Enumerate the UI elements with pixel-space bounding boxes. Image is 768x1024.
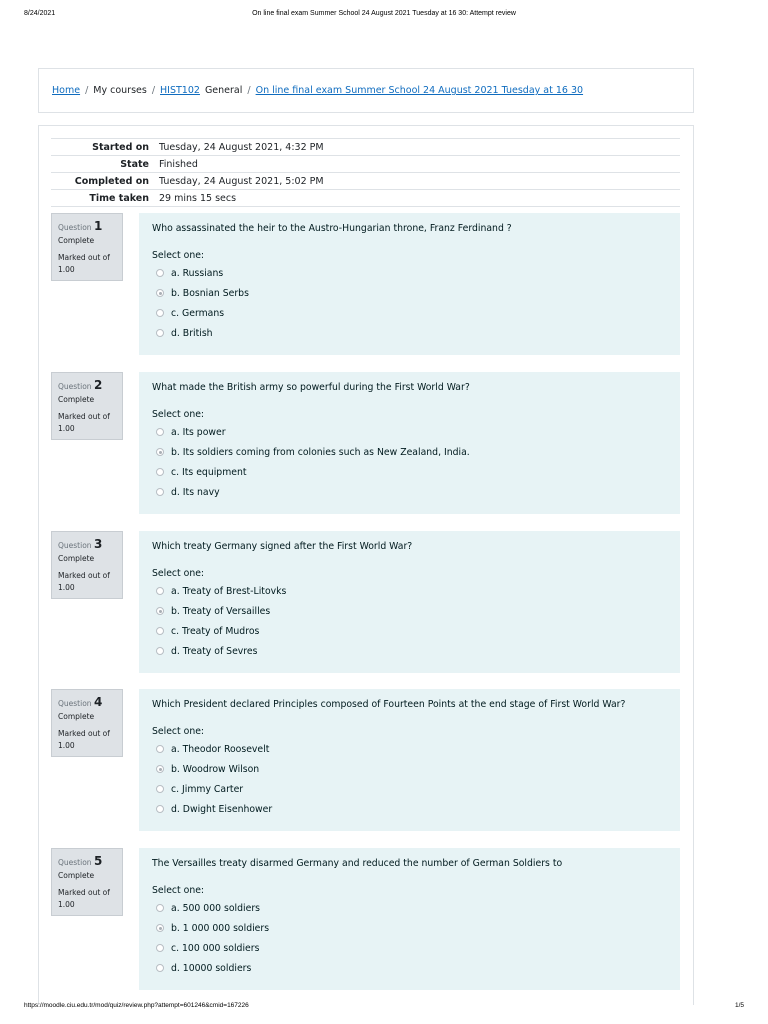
- summary-value: 29 mins 15 secs: [159, 192, 237, 204]
- breadcrumb-card: [38, 68, 694, 113]
- question-prompt: Select one:: [152, 885, 205, 896]
- answer-option[interactable]: c. 100 000 soldiers: [152, 938, 667, 958]
- answer-option[interactable]: d. 10000 soldiers: [152, 958, 667, 978]
- radio-button-selected[interactable]: [156, 924, 164, 932]
- question-grade: Marked out of 1.00: [58, 253, 110, 274]
- question-2: [51, 372, 680, 514]
- breadcrumb: [52, 85, 583, 96]
- question-state: Complete: [58, 871, 95, 880]
- question-text: Which treaty Germany signed after the First World War?: [152, 541, 413, 552]
- radio-button[interactable]: [156, 468, 164, 476]
- question-text: The Versailles treaty disarmed Germany and reduced the number of German Soldiers to: [152, 858, 563, 869]
- question-grade: Marked out of 1.00: [58, 571, 110, 592]
- question-state: Complete: [58, 712, 95, 721]
- summary-label: State: [120, 158, 149, 170]
- answer-list: [152, 263, 667, 343]
- breadcrumb-separator: /: [85, 85, 89, 96]
- question-state: Complete: [58, 554, 95, 563]
- question-grade: Marked out of 1.00: [58, 888, 110, 909]
- question-state: Complete: [58, 395, 95, 404]
- summary-row-time-taken: [51, 190, 680, 207]
- answer-option[interactable]: c. Germans: [152, 303, 667, 323]
- answer-list: [152, 739, 667, 819]
- question-prompt: Select one:: [152, 568, 205, 579]
- answer-option[interactable]: d. British: [152, 323, 667, 343]
- question-content: [139, 531, 680, 673]
- answer-option[interactable]: a. Treaty of Brest-Litovks: [152, 581, 667, 601]
- radio-button[interactable]: [156, 647, 164, 655]
- question-prompt: Select one:: [152, 726, 205, 737]
- radio-button-selected[interactable]: [156, 289, 164, 297]
- answer-option[interactable]: d. Dwight Eisenhower: [152, 799, 667, 819]
- answer-option[interactable]: b. Its soldiers coming from colonies such as New Zealand, India.: [152, 442, 667, 462]
- breadcrumb-separator: /: [151, 85, 156, 96]
- answer-option[interactable]: c. Jimmy Carter: [152, 779, 667, 799]
- answer-option[interactable]: c. Its equipment: [152, 462, 667, 482]
- breadcrumb-course-link[interactable]: HIST102: [160, 85, 200, 96]
- question-text: What made the British army so powerful during the First World War?: [152, 382, 470, 393]
- breadcrumb-section: General: [204, 85, 243, 96]
- answer-option[interactable]: b. 1 000 000 soldiers: [152, 918, 667, 938]
- breadcrumb-quiz-link[interactable]: On line final exam Summer School 24 August 2021 Tuesday at 16 30: [255, 85, 584, 96]
- question-number: Question 2: [58, 378, 103, 392]
- question-state: Complete: [58, 236, 95, 245]
- answer-option[interactable]: a. Theodor Roosevelt: [152, 739, 667, 759]
- question-prompt: Select one:: [152, 250, 205, 261]
- summary-row-state: [51, 156, 680, 173]
- attempt-summary-table: [51, 138, 680, 207]
- answer-option[interactable]: a. 500 000 soldiers: [152, 898, 667, 918]
- summary-value: Tuesday, 24 August 2021, 4:32 PM: [159, 141, 324, 153]
- radio-button[interactable]: [156, 785, 164, 793]
- question-number: Question 5: [58, 854, 103, 868]
- answer-option[interactable]: b. Bosnian Serbs: [152, 283, 667, 303]
- radio-button[interactable]: [156, 805, 164, 813]
- answer-option[interactable]: d. Treaty of Sevres: [152, 641, 667, 661]
- breadcrumb-my-courses: My courses: [93, 85, 147, 96]
- question-content: [139, 372, 680, 514]
- radio-button[interactable]: [156, 309, 164, 317]
- radio-button[interactable]: [156, 627, 164, 635]
- question-info: [51, 689, 123, 757]
- summary-row-completed: [51, 173, 680, 190]
- question-3: [51, 531, 680, 673]
- radio-button[interactable]: [156, 964, 164, 972]
- summary-value: Tuesday, 24 August 2021, 5:02 PM: [159, 175, 324, 187]
- answer-list: [152, 422, 667, 502]
- print-url: https://moodle.ciu.edu.tr/mod/quiz/review.php?attempt=601246&cmid=167226: [24, 1002, 249, 1009]
- question-info: [51, 848, 123, 916]
- answer-list: [152, 898, 667, 978]
- breadcrumb-separator: /: [247, 85, 251, 96]
- answer-option[interactable]: b. Treaty of Versailles: [152, 601, 667, 621]
- summary-label: Started on: [92, 141, 149, 153]
- summary-value: Finished: [159, 158, 198, 170]
- print-title: On line final exam Summer School 24 August 2021 Tuesday at 16 30: Attempt review: [252, 10, 516, 17]
- question-number: Question 1: [58, 219, 103, 233]
- breadcrumb-home-link[interactable]: Home: [52, 85, 81, 96]
- radio-button[interactable]: [156, 488, 164, 496]
- answer-option[interactable]: a. Its power: [152, 422, 667, 442]
- question-content: [139, 848, 680, 990]
- radio-button[interactable]: [156, 428, 164, 436]
- question-number: Question 4: [58, 695, 103, 709]
- question-5: [51, 848, 680, 990]
- radio-button[interactable]: [156, 745, 164, 753]
- radio-button[interactable]: [156, 587, 164, 595]
- question-content: [139, 213, 680, 355]
- radio-button[interactable]: [156, 269, 164, 277]
- radio-button-selected[interactable]: [156, 448, 164, 456]
- radio-button[interactable]: [156, 329, 164, 337]
- print-date: 8/24/2021: [24, 10, 56, 17]
- answer-list: [152, 581, 667, 661]
- answer-option[interactable]: b. Woodrow Wilson: [152, 759, 667, 779]
- question-info: [51, 213, 123, 281]
- question-text: Which President declared Principles composed of Fourteen Points at the end stage of First World War?: [152, 699, 626, 710]
- question-4: [51, 689, 680, 831]
- print-page-number: 1/5: [734, 1002, 744, 1009]
- summary-row-started: [51, 139, 680, 156]
- summary-label: Completed on: [74, 175, 149, 187]
- radio-button-selected[interactable]: [156, 765, 164, 773]
- question-text: Who assassinated the heir to the Austro-Hungarian throne, Franz Ferdinand ?: [152, 223, 512, 234]
- radio-button-selected[interactable]: [156, 607, 164, 615]
- answer-option[interactable]: c. Treaty of Mudros: [152, 621, 667, 641]
- question-number: Question 3: [58, 537, 103, 551]
- question-1: [51, 213, 680, 355]
- question-grade: Marked out of 1.00: [58, 412, 110, 433]
- radio-button[interactable]: [156, 944, 164, 952]
- answer-option[interactable]: a. Russians: [152, 263, 667, 283]
- question-grade: Marked out of 1.00: [58, 729, 110, 750]
- question-info: [51, 372, 123, 440]
- question-content: [139, 689, 680, 831]
- question-prompt: Select one:: [152, 409, 205, 420]
- summary-label: Time taken: [89, 192, 149, 204]
- question-info: [51, 531, 123, 599]
- radio-button[interactable]: [156, 904, 164, 912]
- answer-option[interactable]: d. Its navy: [152, 482, 667, 502]
